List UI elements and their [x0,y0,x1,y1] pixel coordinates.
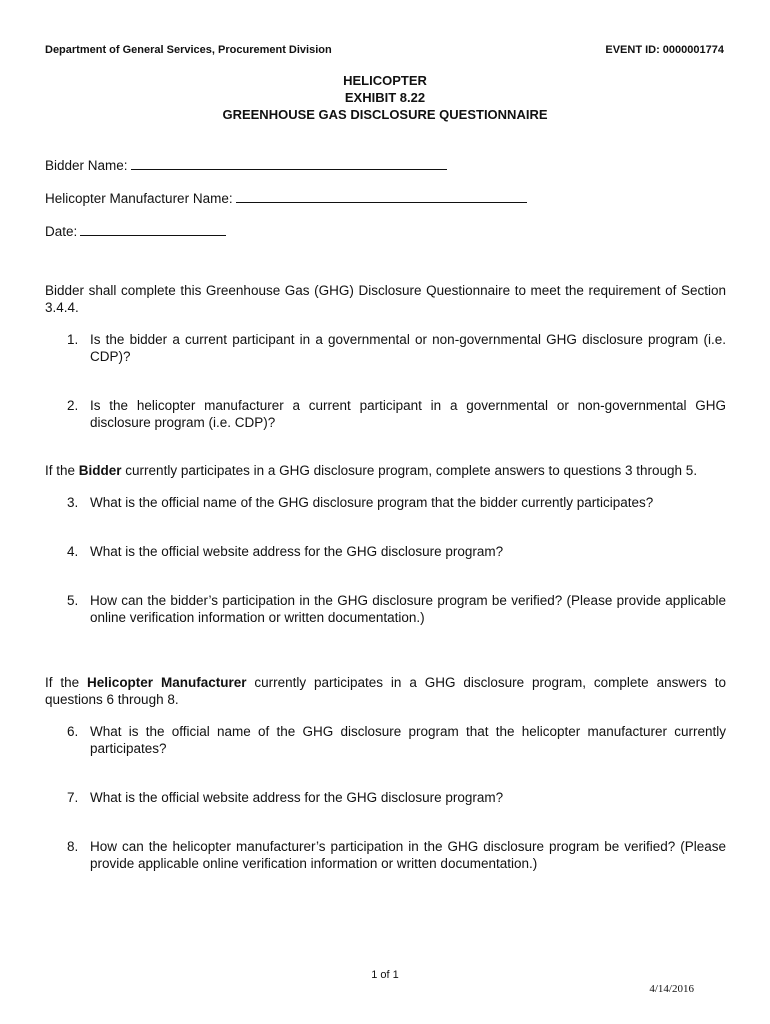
title-line-3: GREENHOUSE GAS DISCLOSURE QUESTIONNAIRE [222,107,548,122]
manufacturer-name-blank[interactable] [236,188,527,203]
question-text: What is the official website address for the GHG disclosure program? [90,544,504,559]
date-blank[interactable] [80,221,226,236]
title-line-1: HELICOPTER [343,73,427,88]
question-text: How can the bidder’s participation in the GHG disclosure program be verified? (Please provide applicable online verification information or written documentation.) [90,593,726,625]
question-number: 7. [67,790,79,805]
intro-paragraph: Bidder shall complete this Greenhouse Gas (GHG) Disclosure Questionnaire to meet the requirement of Section 3.4.4. [45,283,726,315]
manufacturer-section-intro: If the Helicopter Manufacturer currently participates in a GHG disclosure program, complete answers to questions 6 through 8. [45,675,726,707]
question-3 [67,494,726,511]
page-header-left: Department of General Services, Procurement Division [45,44,332,56]
bidder-name-field [45,155,447,173]
manufacturer-emphasis: Helicopter Manufacturer [87,675,247,690]
question-text: What is the official website address for the GHG disclosure program? [90,790,504,805]
question-5 [67,592,726,626]
question-text: Is the helicopter manufacturer a current participant in a governmental or non-governmental GHG disclosure program (i.e. CDP)? [90,398,726,430]
title-line-2: EXHIBIT 8.22 [344,90,426,105]
bidder-emphasis: Bidder [78,463,122,478]
question-number: 5. [67,593,79,608]
footer-date: 4/14/2016 [649,983,694,995]
question-number: 1. [67,332,79,347]
question-number: 6. [67,724,79,739]
bidder-name-label: Bidder Name: [45,158,128,173]
question-text: What is the official name of the GHG disclosure program that the helicopter manufacturer currently participates? [90,724,726,756]
bidder-name-blank[interactable] [131,155,447,170]
question-2 [67,397,726,431]
date-field [45,221,226,239]
event-id: EVENT ID: 0000001774 [605,44,724,56]
bidder-section-intro: If the Bidder currently participates in a GHG disclosure program, complete answers to questions 3 through 5. [45,463,698,478]
question-number: 2. [67,398,79,413]
question-number: 3. [67,495,79,510]
question-text: Is the bidder a current participant in a governmental or non-governmental GHG disclosure program (i.e. CDP)? [90,332,726,364]
question-4 [67,543,726,560]
question-8 [67,838,726,872]
question-number: 8. [67,839,79,854]
question-6 [67,723,726,757]
date-label: Date: [45,224,78,239]
question-text: What is the official name of the GHG disclosure program that the bidder currently participates? [90,495,654,510]
question-7 [67,789,726,806]
page-number: 1 of 1 [371,969,399,981]
question-number: 4. [67,544,79,559]
question-1 [67,331,726,365]
manufacturer-name-label: Helicopter Manufacturer Name: [45,191,233,206]
question-text: How can the helicopter manufacturer’s participation in the GHG disclosure program be verified? (Please provide applicable online verification information or written documentation.) [90,839,726,871]
manufacturer-name-field [45,188,527,206]
